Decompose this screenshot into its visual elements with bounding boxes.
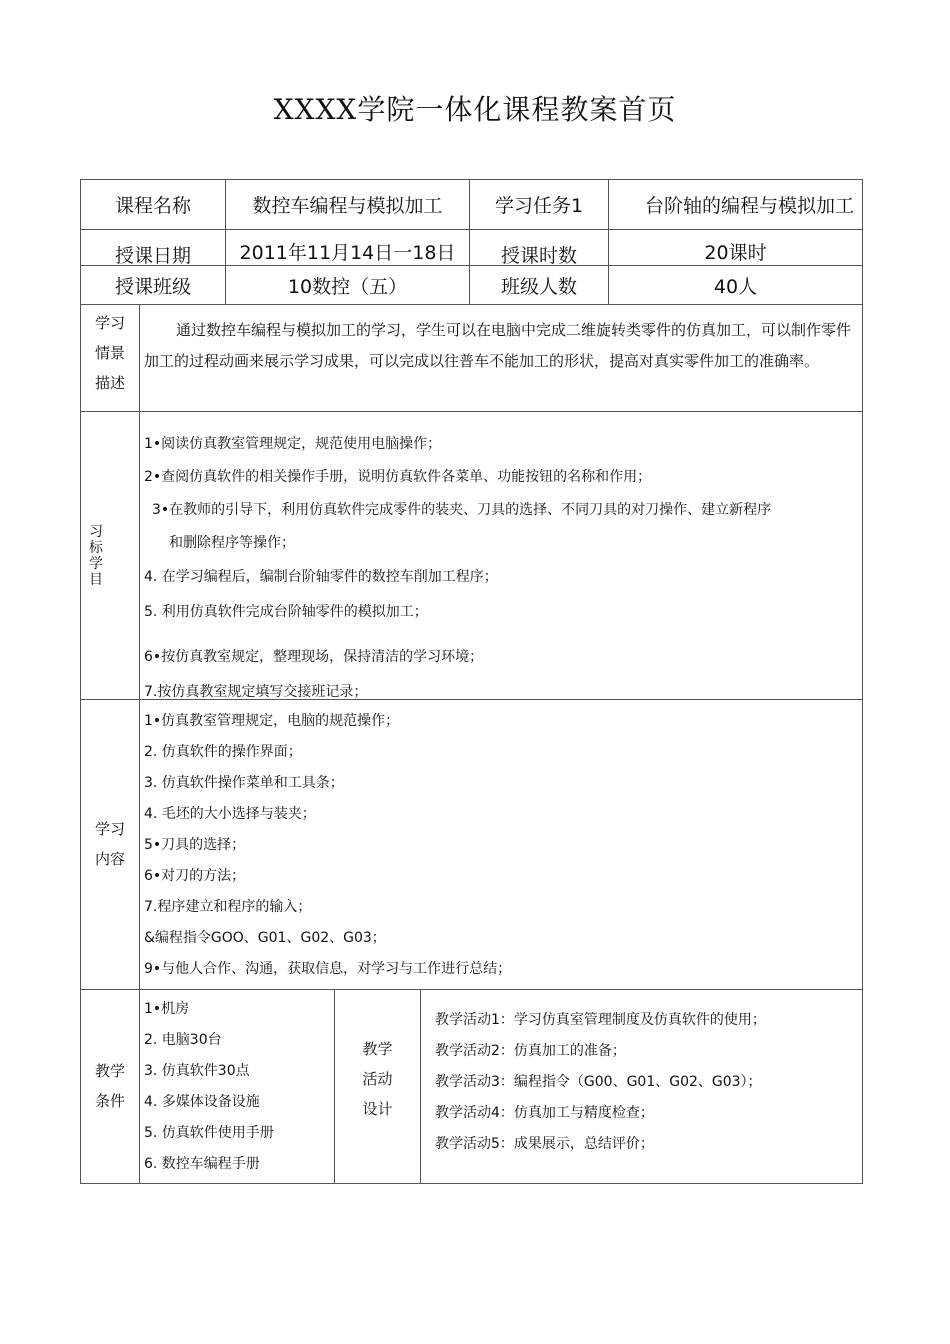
objective-item: 2•查阅仿真软件的相关操作手册，说明仿真软件各菜单、功能按钮的名称和作用； bbox=[144, 469, 652, 485]
content-item: 6•对刀的方法； bbox=[144, 868, 246, 884]
content-item: 3. 仿真软件操作菜单和工具条； bbox=[144, 775, 344, 791]
content-item: 4. 毛坯的大小选择与装夹； bbox=[144, 806, 316, 822]
activity-item: 教学活动5：成果展示，总结评价； bbox=[435, 1136, 654, 1152]
objective-item: 6•按仿真教室规定，整理现场，保持清洁的学习环境； bbox=[144, 649, 484, 665]
content-item: 2. 仿真软件的操作界面； bbox=[144, 744, 302, 760]
row-divider bbox=[80, 411, 863, 412]
situation-label: 学习 情景 描述 bbox=[94, 314, 125, 392]
objectives-label: 习 标 学 目 bbox=[89, 524, 103, 588]
condition-item: 1•机房 bbox=[144, 1001, 190, 1017]
objective-item: 1•阅读仿真教室管理规定，规范使用电脑操作； bbox=[144, 436, 442, 452]
condition-item: 5. 仿真软件使用手册 bbox=[144, 1125, 274, 1141]
content-item: &编程指令GOO、G01、G02、G03； bbox=[144, 930, 386, 946]
count-value: 40人 bbox=[713, 275, 758, 298]
content-label: 学习 内容 bbox=[94, 820, 125, 868]
course-name-label: 课程名称 bbox=[114, 195, 191, 217]
hours-value: 20课时 bbox=[704, 241, 767, 264]
objective-item: 3•在教师的引导下，利用仿真软件完成零件的装夹、刀具的选择、不同刀具的对刀操作、建立新程序 bbox=[152, 502, 772, 518]
condition-item: 6. 数控车编程手册 bbox=[144, 1156, 260, 1172]
date-label: 授课日期 bbox=[114, 244, 191, 267]
objective-item: 和删除程序等操作； bbox=[169, 535, 295, 551]
row-divider bbox=[80, 989, 863, 990]
content-item: 5•刀具的选择； bbox=[144, 837, 246, 853]
count-label: 班级人数 bbox=[500, 275, 577, 298]
condition-item: 2. 电脑30台 bbox=[144, 1032, 222, 1048]
objective-item: 4. 在学习编程后，编制台阶轴零件的数控车削加工程序； bbox=[144, 569, 498, 585]
date-value: 2011年11月14日一18日 bbox=[239, 241, 456, 264]
row-divider bbox=[80, 229, 863, 230]
activity-item: 教学活动1：学习仿真室管理制度及仿真软件的使用； bbox=[435, 1012, 766, 1028]
activities-label: 教学 活动 设计 bbox=[362, 1040, 393, 1118]
content-item: 9•与他人合作、沟通，获取信息，对学习与工作进行总结； bbox=[144, 961, 512, 977]
content-item: 1•仿真教室管理规定，电脑的规范操作； bbox=[144, 713, 400, 729]
table-border-bottom bbox=[80, 1183, 863, 1184]
page-title: XXXX学院一体化课程教案首页 bbox=[273, 93, 677, 126]
activity-item: 教学活动2：仿真加工的准备； bbox=[435, 1043, 626, 1059]
hours-label: 授课时数 bbox=[500, 244, 577, 267]
class-label: 授课班级 bbox=[114, 275, 191, 298]
conditions-label: 教学 条件 bbox=[94, 1062, 125, 1110]
objective-item: 7.按仿真教室规定填写交接班记录； bbox=[144, 684, 368, 700]
situation-description: 通过数控车编程与模拟加工的学习，学生可以在电脑中完成二维旋转类零件的仿真加工，可以制作零件加工的过程动画来展示学习成果，可以完成以往普车不能加工的形状，提高对真实零件加工的准确率。 bbox=[144, 321, 852, 370]
condition-item: 3. 仿真软件30点 bbox=[144, 1063, 250, 1079]
column-divider bbox=[139, 304, 140, 1184]
table-border-right bbox=[862, 179, 863, 1184]
condition-item: 4. 多媒体设备设施 bbox=[144, 1094, 260, 1110]
column-divider bbox=[420, 989, 421, 1184]
activity-item: 教学活动3：编程指令（G00、G01、G02、G03）； bbox=[435, 1074, 762, 1090]
class-value: 10数控（五） bbox=[287, 275, 408, 298]
task-label: 学习任务1 bbox=[494, 195, 584, 217]
content-item: 7.程序建立和程序的输入； bbox=[144, 899, 312, 915]
task-value: 台阶轴的编程与模拟加工 bbox=[645, 195, 855, 217]
course-name-value: 数控车编程与模拟加工 bbox=[252, 195, 443, 217]
activity-item: 教学活动4：仿真加工与精度检查； bbox=[435, 1105, 654, 1121]
row-divider bbox=[80, 304, 863, 305]
objective-item: 5. 利用仿真软件完成台阶轴零件的模拟加工； bbox=[144, 604, 428, 620]
